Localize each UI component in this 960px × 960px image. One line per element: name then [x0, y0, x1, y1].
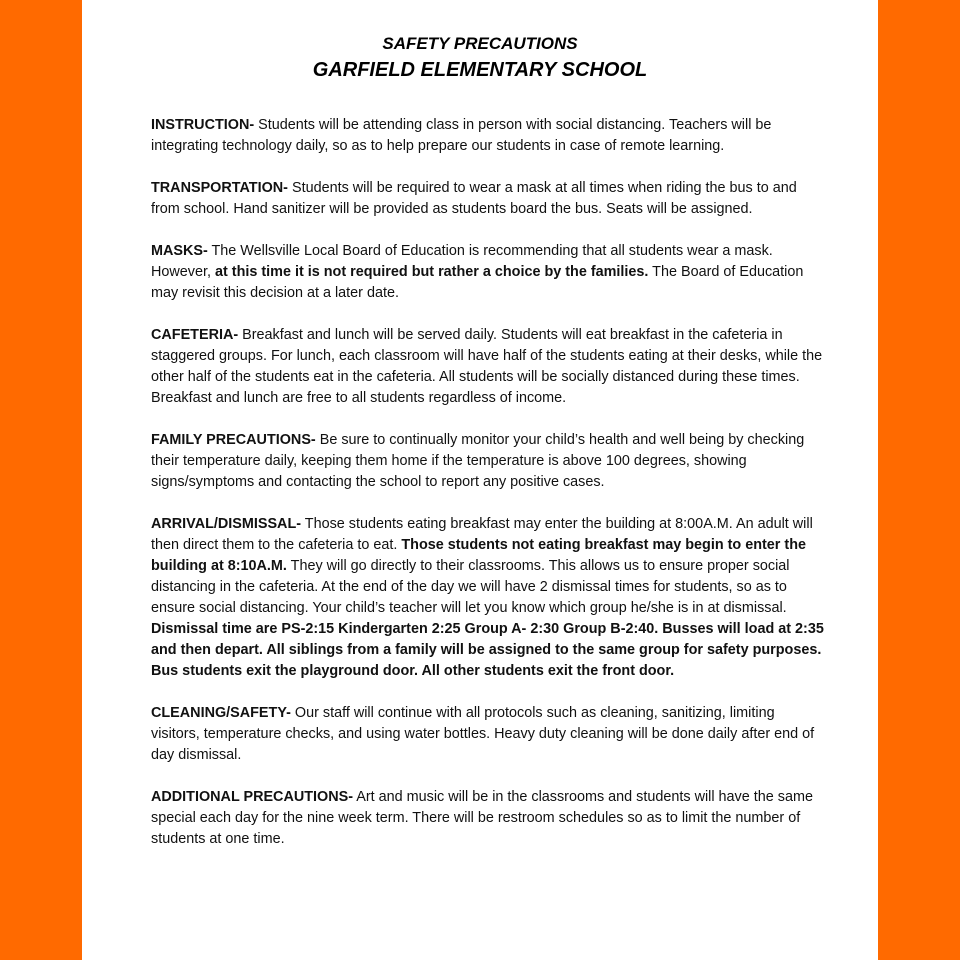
section-masks	[151, 241, 827, 304]
section-body-cleaning: Our staff will continue with all protocols such as cleaning, sanitizing, limiting visitors, temperature checks, and using water bottles. Heavy duty cleaning will be done daily after end of day dismissal.	[151, 705, 815, 763]
section-title-cafeteria: CAFETERIA-	[151, 327, 239, 343]
section-title-family: FAMILY PRECAUTIONS-	[151, 432, 316, 448]
document-subtitle: SAFETY PRECAUTIONS	[382, 34, 578, 53]
section-body-masks-part1: The Wellsville Local Board of Education is recommending that all students wear a mask. However,	[151, 243, 773, 280]
section-arrival-dismissal	[151, 514, 827, 682]
section-title-transportation: TRANSPORTATION-	[151, 180, 288, 196]
section-body-family: Be sure to continually monitor your child’s health and well being by checking their temperature daily, keeping them home if the temperature is above 100 degrees, showing signs/symptoms and contacting the school to report any positive cases.	[151, 432, 805, 490]
section-body-masks-emphasis: at this time it is not required but rather a choice by the families.	[215, 264, 649, 280]
section-additional-precautions	[151, 787, 827, 850]
section-title-instruction: INSTRUCTION-	[151, 117, 255, 133]
section-family-precautions	[151, 430, 827, 493]
section-title-masks: MASKS-	[151, 243, 208, 259]
section-body-masks-part2: The Board of Education may revisit this decision at a later date.	[151, 264, 804, 301]
section-transportation	[151, 178, 827, 220]
section-body-arrival-part2: They will go directly to their classrooms. This allows us to ensure proper social distancing in the cafeteria. At the end of the day we will have 2 dismissal times for students, so as to ensure social distancing. Your child’s teacher will let you know which group he/she is in at dismissal.	[151, 558, 790, 616]
section-title-additional: ADDITIONAL PRECAUTIONS-	[151, 789, 354, 805]
section-body-additional: Art and music will be in the classrooms and students will have the same special each day for the nine week term. There will be restroom schedules so as to limit the number of students at one time.	[151, 789, 813, 847]
section-body-cafeteria: Breakfast and lunch will be served daily. Students will eat breakfast in the cafeteria in staggered groups. For lunch, each classroom will have half of the students eating at their desks, while the other half of the students eat in the cafeteria. All students will be socially distanced during these times. Breakfast and lunch are free to all students regardless of income.	[151, 327, 823, 406]
section-body-transportation: Students will be required to wear a mask at all times when riding the bus to and from school. Hand sanitizer will be provided as students board the bus. Seats will be assigned.	[151, 180, 797, 217]
section-cleaning-safety	[151, 703, 827, 766]
section-title-cleaning: CLEANING/SAFETY-	[151, 705, 291, 721]
section-cafeteria	[151, 325, 827, 409]
section-body-arrival-emphasis1: Those students not eating breakfast may begin to enter the building at 8:10A.M.	[151, 537, 806, 574]
section-body-arrival-emphasis2: Dismissal time are PS-2:15 Kindergarten 2:25 Group A- 2:30 Group B-2:40. Busses will load at 2:35 and then depart. All siblings from a family will be assigned to the same group for safety purposes. Bus students exit the playground door. All other students exit the front door.	[151, 621, 824, 679]
document-page	[82, 0, 878, 960]
section-body-arrival-part1: Those students eating breakfast may enter the building at 8:00A.M. An adult will then direct them to the cafeteria to eat.	[151, 516, 813, 553]
document-title: GARFIELD ELEMENTARY SCHOOL	[312, 59, 648, 81]
section-instruction	[151, 115, 827, 157]
section-title-arrival: ARRIVAL/DISMISSAL-	[151, 516, 302, 532]
section-body-instruction: Students will be attending class in person with social distancing. Teachers will be integrating technology daily, so as to help prepare our students in case of remote learning.	[151, 117, 772, 154]
document-body	[151, 115, 827, 871]
